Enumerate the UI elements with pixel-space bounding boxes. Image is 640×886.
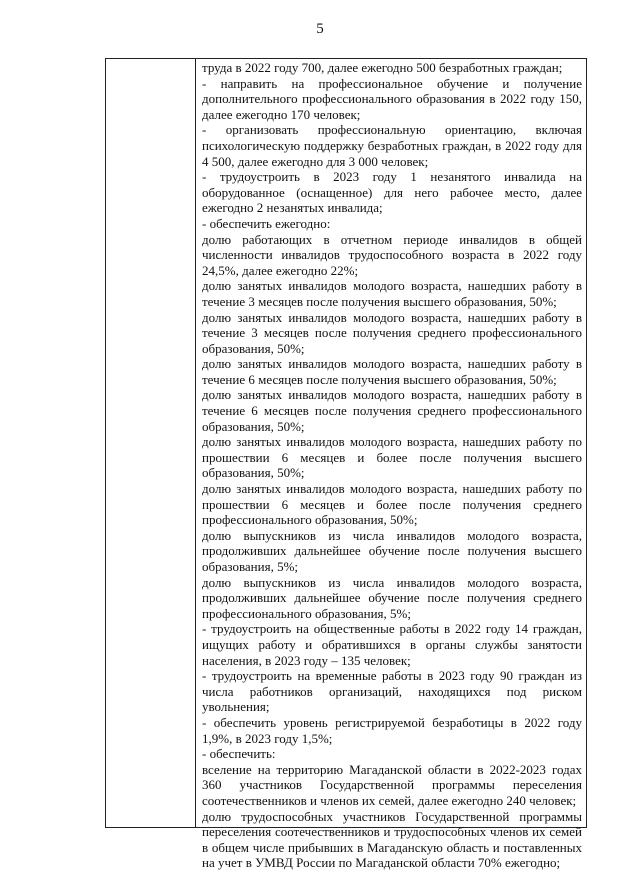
paragraph: - трудоустроить на общественные работы в 2022 году 14 граждан, ищущих работу и обратившихся в органы службы занятости населения, в 2023 году – 135 человек; bbox=[202, 621, 582, 668]
paragraph: долю занятых инвалидов молодого возраста, нашедших работу в течение 3 месяцев после получения среднего профессионального образования, 50%; bbox=[202, 309, 582, 356]
table-cell-content bbox=[202, 60, 582, 871]
paragraph: долю занятых инвалидов молодого возраста, нашедших работу в течение 6 месяцев после получения среднего профессионального образования, 50%; bbox=[202, 387, 582, 434]
page-number: 5 bbox=[316, 21, 324, 37]
paragraph: - организовать профессиональную ориентацию, включая психологическую поддержку безработных граждан, в 2022 году для 4 500, далее ежегодно для 3 000 человек; bbox=[202, 122, 582, 169]
paragraph: - трудоустроить в 2023 году 1 незанятого инвалида на оборудованное (оснащенное) для него рабочее место, далее ежегодно 2 незанятых инвалида; bbox=[202, 169, 582, 216]
paragraph: долю трудоспособных участников Государственной программы переселения соотечественников и трудоспособных членов их семей в общем числе прибывших в Магаданскую область и поставленных на учет в УМВД России по Магаданской области 70% ежегодно; bbox=[202, 808, 582, 871]
column-divider bbox=[195, 58, 196, 828]
paragraph: - обеспечить: bbox=[202, 746, 276, 762]
paragraph: - трудоустроить на временные работы в 2023 году 90 граждан из числа работников организаций, находящихся под риском увольнения; bbox=[202, 668, 582, 715]
paragraph: долю выпускников из числа инвалидов молодого возраста, продолживших дальнейшее обучение после получения высшего образования, 5%; bbox=[202, 527, 582, 574]
paragraph: долю занятых инвалидов молодого возраста, нашедших работу в течение 3 месяцев после получения высшего образования, 50%; bbox=[202, 278, 582, 309]
paragraph: долю занятых инвалидов молодого возраста, нашедших работу по прошествии 6 месяцев и более после получения среднего профессионального образования, 50%; bbox=[202, 481, 582, 528]
paragraph: долю занятых инвалидов молодого возраста, нашедших работу в течение 6 месяцев после получения высшего образования, 50%; bbox=[202, 356, 582, 387]
paragraph: долю выпускников из числа инвалидов молодого возраста, продолживших дальнейшее обучение после получения среднего профессионального образования, 5%; bbox=[202, 574, 582, 621]
paragraph: труда в 2022 году 700, далее ежегодно 500 безработных граждан; bbox=[202, 60, 563, 75]
paragraph: - обеспечить уровень регистрируемой безработицы в 2022 году 1,9%, в 2023 году 1,5%; bbox=[202, 714, 582, 746]
paragraph: долю занятых инвалидов молодого возраста, нашедших работу по прошествии 6 месяцев и более после получения высшего образования, 50%; bbox=[202, 434, 582, 481]
paragraph: вселение на территорию Магаданской области в 2022-2023 годах 360 участников Государственной программы переселения соотечественников и членов их семей, далее ежегодно 240 человек; bbox=[202, 761, 582, 808]
paragraph: долю работающих в отчетном периоде инвалидов в общей численности инвалидов трудоспособного возраста в 2022 году 24,5%, далее ежегодно 22%; bbox=[202, 231, 582, 278]
paragraph: - направить на профессиональное обучение и получение дополнительного профессионального образования в 2022 году 150, далее ежегодно 170 человек; bbox=[202, 75, 582, 122]
paragraph: - обеспечить ежегодно: bbox=[202, 215, 331, 231]
